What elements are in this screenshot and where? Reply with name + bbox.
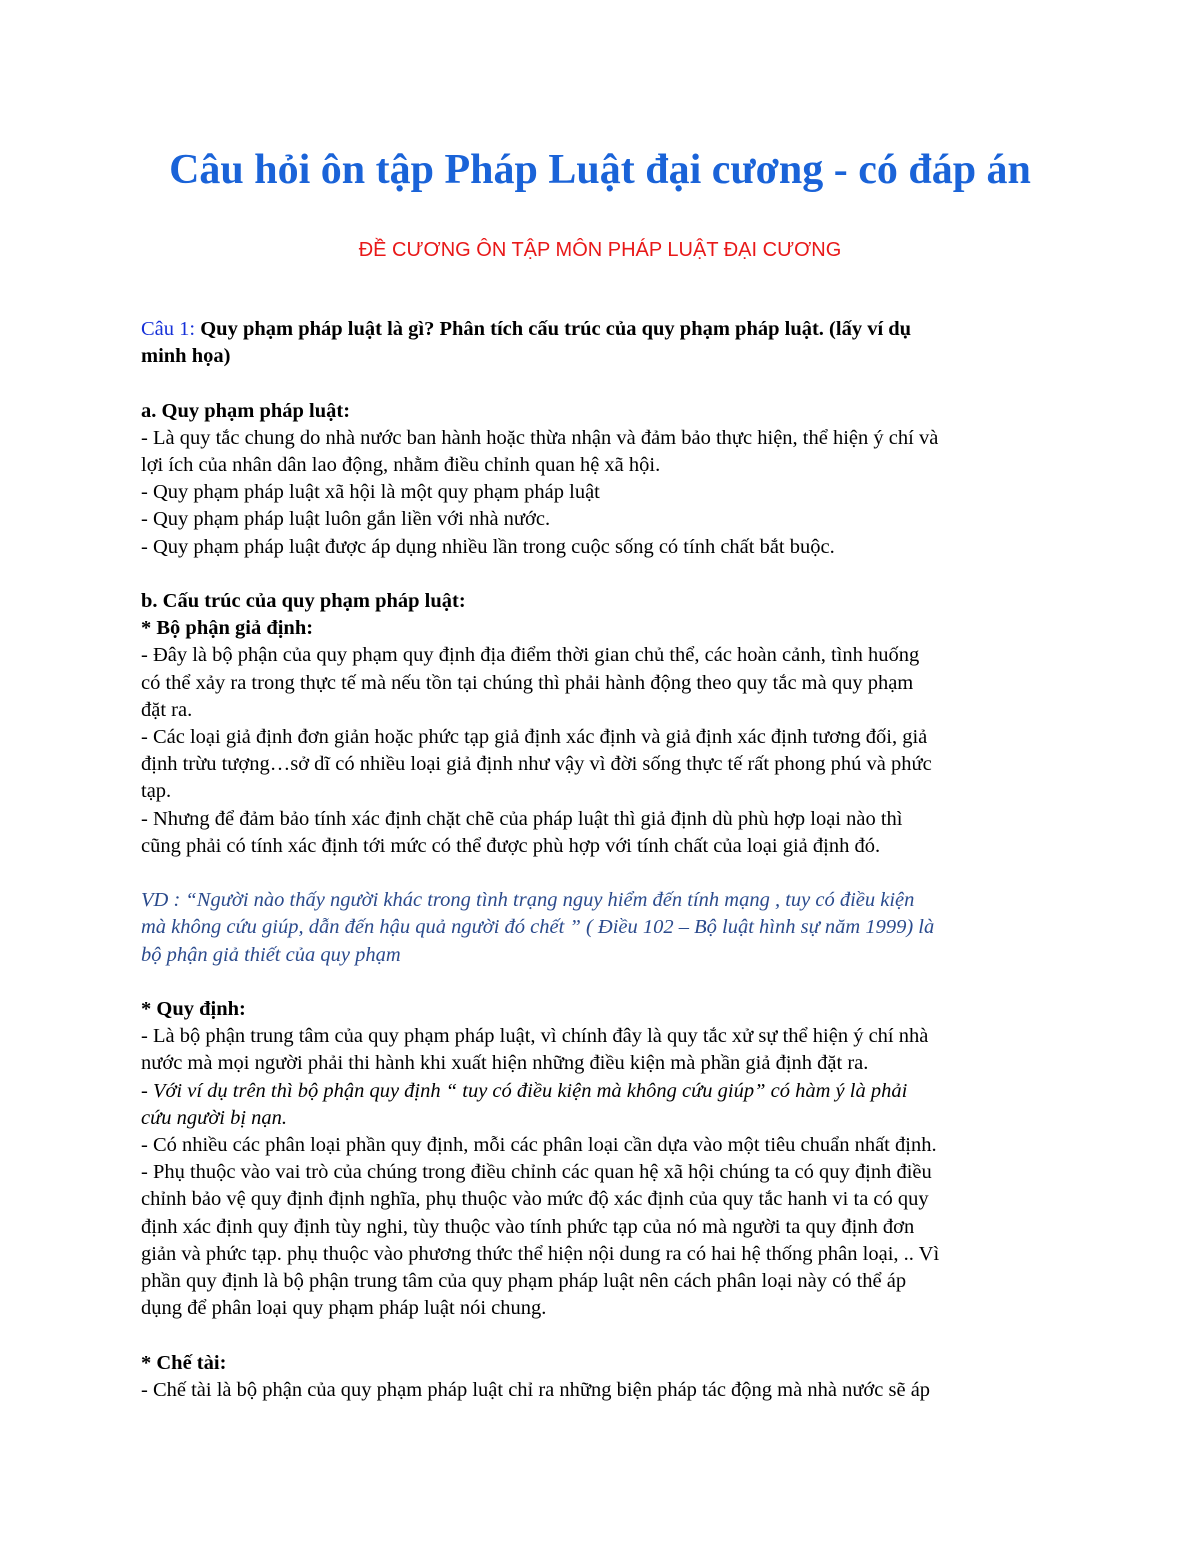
paragraph-line: lợi ích của nhân dân lao động, nhằm điều chỉnh quan hệ xã hội. <box>141 454 661 476</box>
paragraph-line: định xác định quy định tùy nghi, tùy thuộc vào tính phức tạp của nó mà người ta quy định đơn <box>141 1215 915 1238</box>
paragraph-line: - Là quy tắc chung do nhà nước ban hành hoặc thừa nhận và đảm bảo thực hiện, thể hiện ý chí và <box>141 426 939 449</box>
paragraph-line: - Chế tài là bộ phận của quy phạm pháp luật chỉ ra những biện pháp tác động mà nhà nước sẽ áp <box>141 1378 931 1401</box>
section-a-heading: a. Quy phạm pháp luật: <box>141 399 351 422</box>
paragraph-line: - Có nhiều các phân loại phần quy định, mỗi các phân loại cần dựa vào một tiêu chuẩn nhất định. <box>141 1134 937 1157</box>
page-title: Câu hỏi ôn tập Pháp Luật đại cương - có đáp án <box>169 147 1031 193</box>
question-line-2: minh họa) <box>141 345 231 368</box>
example-line: bộ phận giả thiết của quy phạm <box>141 943 401 966</box>
italic-example-line: cứu người bị nạn. <box>141 1106 288 1129</box>
gia-dinh-heading: * Bộ phận giả định: <box>141 617 314 640</box>
paragraph-line: có thể xảy ra trong thực tế mà nếu tồn tại chúng thì phải hành động theo quy tắc mà quy phạm <box>141 671 914 694</box>
paragraph-line: - Đây là bộ phận của quy phạm quy định địa điểm thời gian chủ thể, các hoàn cảnh, tình huống <box>141 644 920 667</box>
che-tai-heading: * Chế tài: <box>141 1351 227 1374</box>
page-subtitle: ĐỀ CƯƠNG ÔN TẬP MÔN PHÁP LUẬT ĐẠI CƯƠNG <box>358 239 842 261</box>
question-text: Quy phạm pháp luật là gì? Phân tích cấu trúc của quy phạm pháp luật. (lấy ví dụ <box>200 318 912 340</box>
paragraph-line: cũng phải có tính xác định tới mức có thể được phù hợp với tính chất của loại giả định đó. <box>141 834 881 857</box>
section-b-heading: b. Cấu trúc của quy phạm pháp luật: <box>141 590 466 612</box>
paragraph-line: - Quy phạm pháp luật luôn gắn liền với nhà nước. <box>141 508 551 531</box>
italic-example-line: - Với ví dụ trên thì bộ phận quy định “ tuy có điều kiện mà không cứu giúp” có hàm ý là phải <box>141 1079 908 1102</box>
example-line: VD : “Người nào thấy người khác trong tình trạng nguy hiểm đến tính mạng , tuy có điều kiện <box>141 889 915 912</box>
question-line-1 <box>141 316 1061 343</box>
paragraph-line: giản và phức tạp. phụ thuộc vào phương thức thể hiện nội dung ra có hai hệ thống phân loại, .. Vì <box>141 1242 940 1265</box>
paragraph-line: tạp. <box>141 780 172 803</box>
paragraph-line: dụng để phân loại quy phạm pháp luật nói chung. <box>141 1297 547 1320</box>
paragraph-line: - Là bộ phận trung tâm của quy phạm pháp luật, vì chính đây là quy tắc xử sự thể hiện ý chí nhà <box>141 1025 929 1048</box>
quy-dinh-heading: * Quy định: <box>141 998 246 1021</box>
paragraph-line: chỉnh bảo vệ quy định định nghĩa, phụ thuộc vào mức độ xác định của quy tắc hanh vi ta có quy <box>141 1188 929 1211</box>
paragraph-line: - Phụ thuộc vào vai trò của chúng trong điều chỉnh các quan hệ xã hội chúng ta có quy định điều <box>141 1161 932 1184</box>
question-label: Câu 1: <box>141 318 196 340</box>
document-body <box>141 316 1061 1404</box>
paragraph-line: đặt ra. <box>141 698 193 721</box>
paragraph-line: phần quy định là bộ phận trung tâm của quy phạm pháp luật nên cách phân loại này có thể áp <box>141 1270 907 1293</box>
paragraph-line: - Nhưng để đảm bảo tính xác định chặt chẽ của pháp luật thì giả định dù phù hợp loại nào thì <box>141 807 903 830</box>
paragraph-line: - Quy phạm pháp luật xã hội là một quy phạm pháp luật <box>141 481 600 504</box>
paragraph-line: định trừu tượng…sở dĩ có nhiều loại giả định như vậy vì đời sống thực tế rất phong phú và phức <box>141 753 932 776</box>
paragraph-line: - Quy phạm pháp luật được áp dụng nhiều lần trong cuộc sống có tính chất bắt buộc. <box>141 535 835 558</box>
paragraph-line: nước mà mọi người phải thi hành khi xuất hiện những điều kiện mà phần giả định đặt ra. <box>141 1052 869 1075</box>
paragraph-line: - Các loại giả định đơn giản hoặc phức tạp giả định xác định và giả định xác định tương đối, giả <box>141 726 928 749</box>
example-line: mà không cứu giúp, dẫn đến hậu quả người đó chết ” ( Điều 102 – Bộ luật hình sự năm 1999) là <box>141 916 935 939</box>
